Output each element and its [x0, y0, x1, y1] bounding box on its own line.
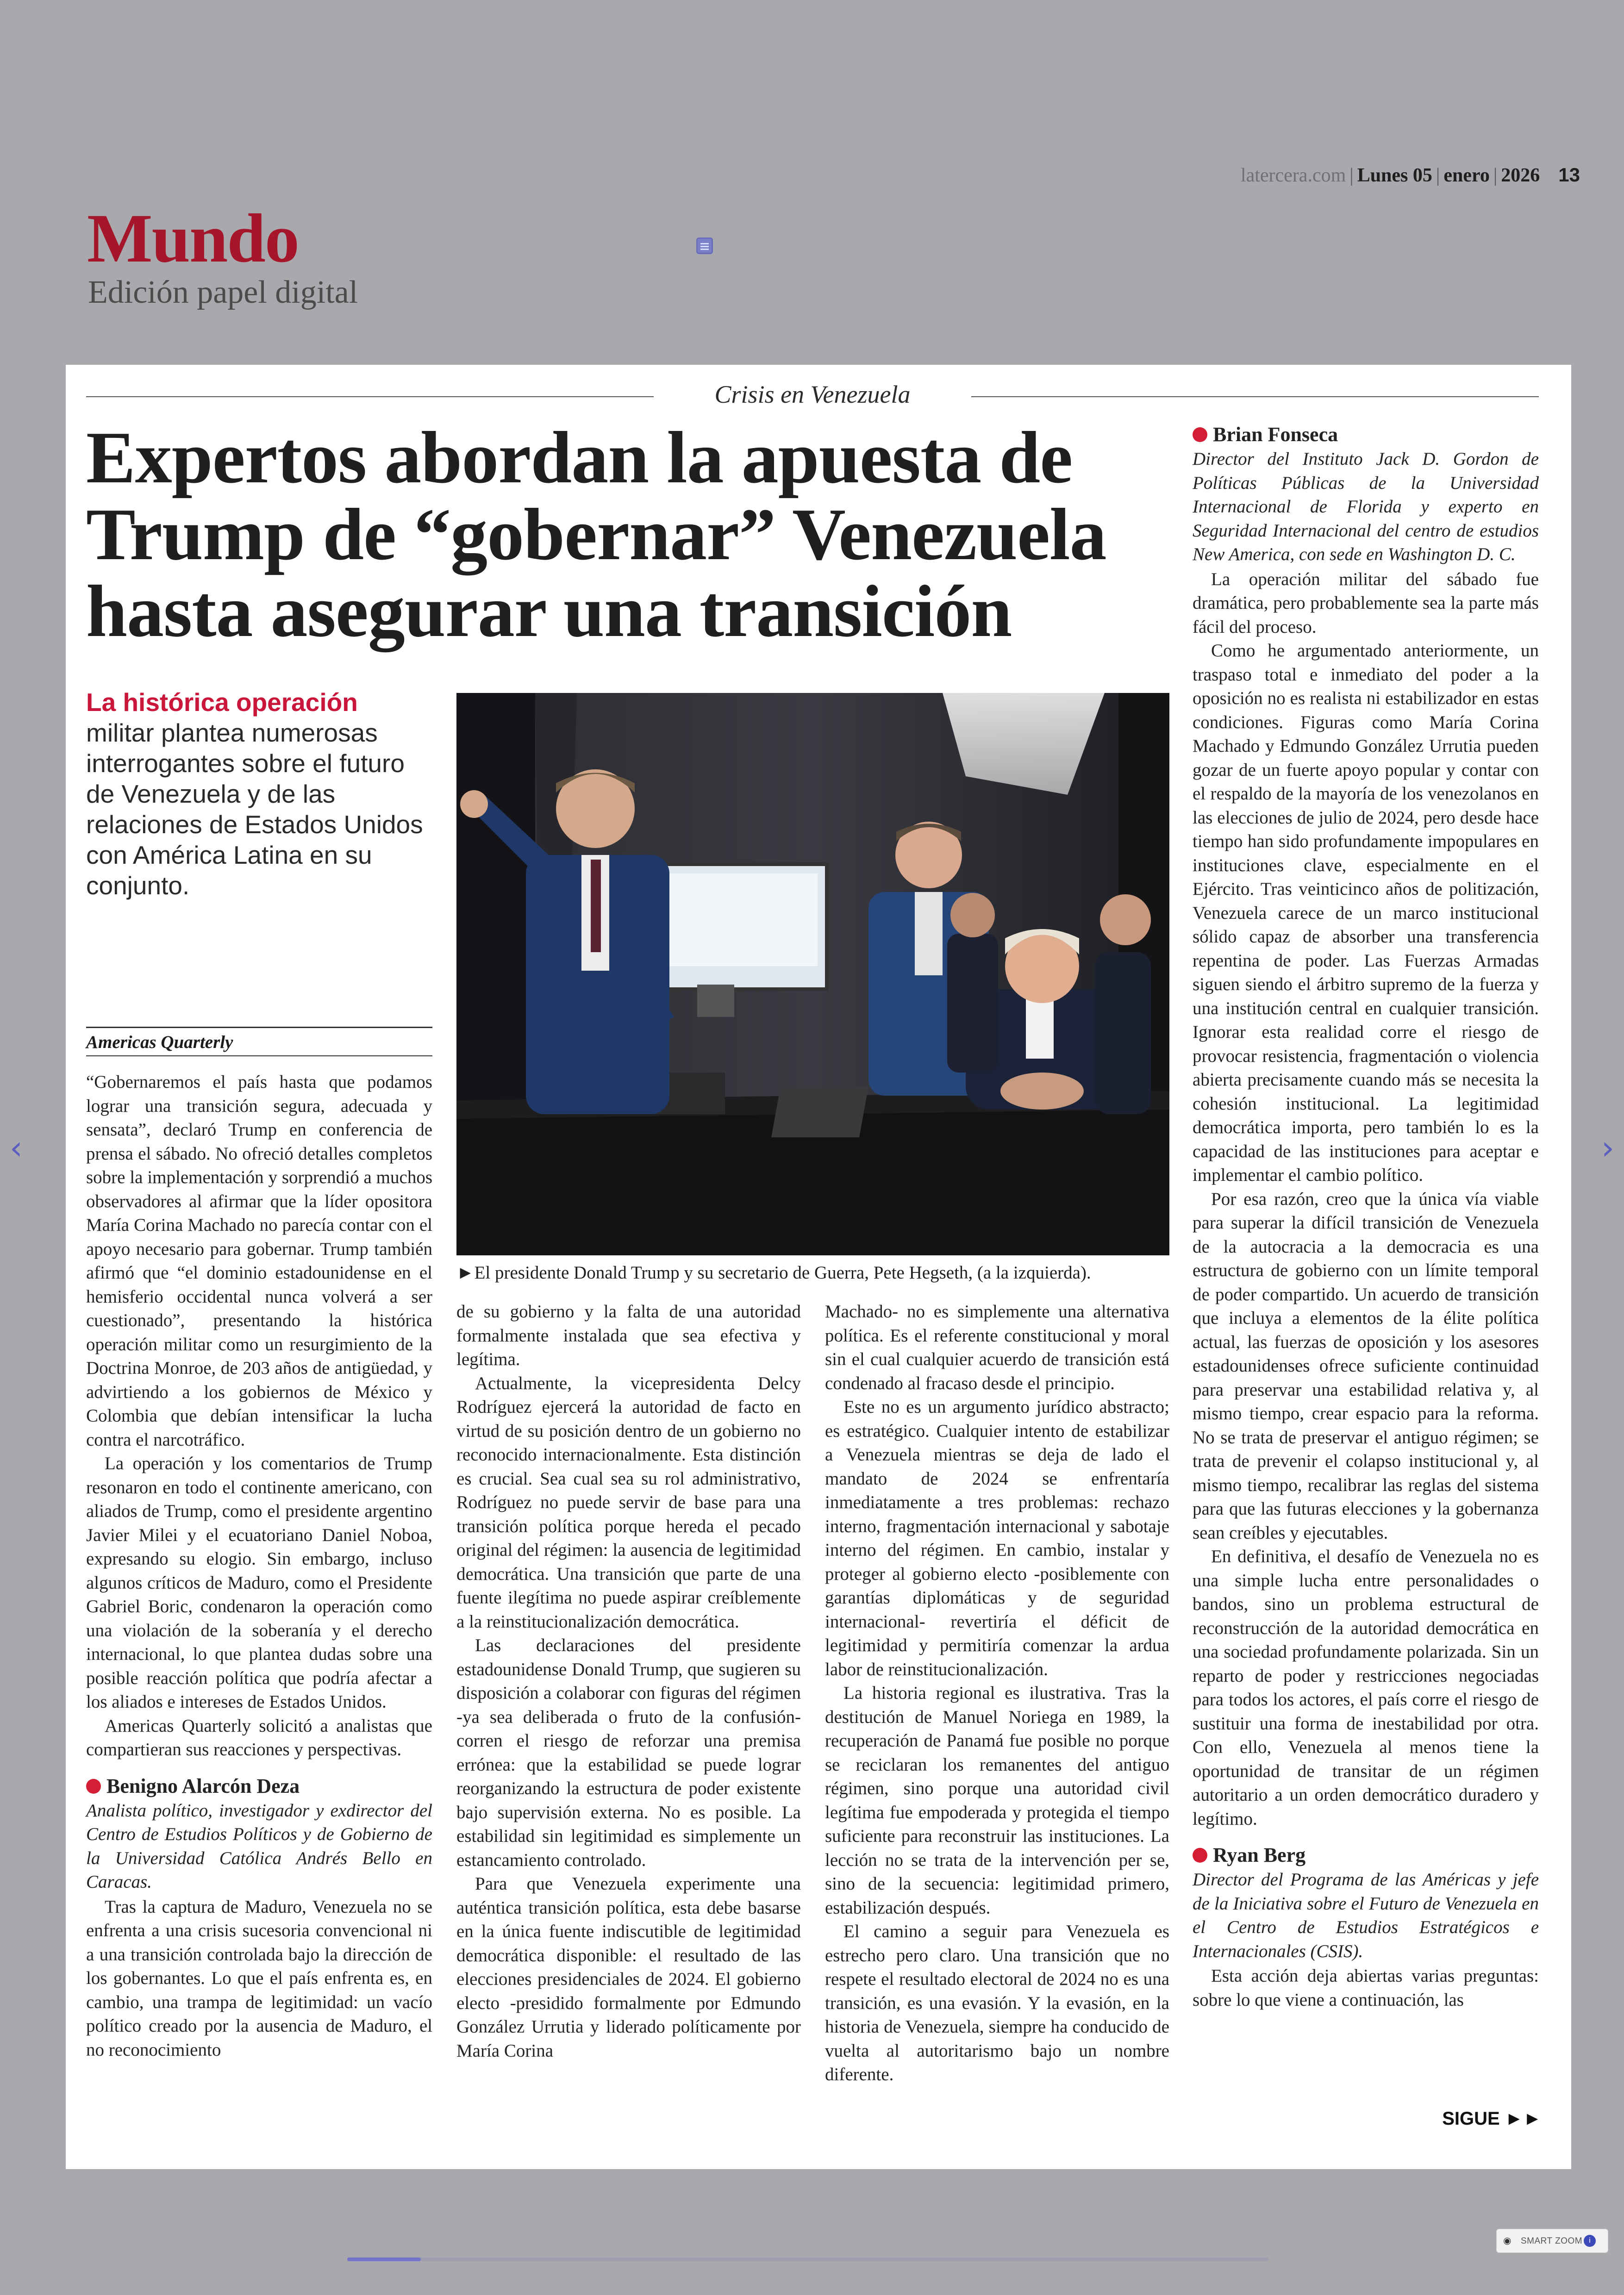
next-page-arrow-icon[interactable]: › — [1601, 1129, 1614, 1167]
date-day: Lunes 05 — [1357, 165, 1432, 186]
body-paragraph: La operación militar del sábado fue dramática, pero probablemente sea la parte más fácil del proceso. — [1193, 569, 1539, 637]
expert-bio: Director del Programa de las Américas y jefe de la Iniciativa sobre el Futuro de Venezuela en el Centro de Estudios Estratégicos e Internacionales (CSIS). — [1193, 1870, 1539, 1961]
headline-line: Trump de “gobernar” Venezuela — [86, 493, 1106, 575]
body-paragraph: Tras la captura de Maduro, Venezuela no se enfrenta a una crisis sucesoria convencional ni a una transición controlada bajo la dirección de los gobernantes. Lo que el país enfrenta es, en cambio, una trampa de legitimidad: un vacío político creado por la ausencia de Maduro, el no reconocimiento — [86, 1896, 432, 2060]
lead-paragraph — [86, 687, 438, 901]
headline — [86, 416, 1188, 652]
kicker-rule-right — [971, 396, 1539, 397]
expert-name-text: Brian Fonseca — [1213, 423, 1338, 446]
continues-label: SIGUE ►► — [1442, 2108, 1542, 2129]
kicker: Crisis en Venezuela — [714, 380, 911, 408]
bullet-dot-icon — [1193, 427, 1207, 442]
expert-name-text: Ryan Berg — [1213, 1844, 1306, 1866]
page-number: 13 — [1558, 164, 1580, 186]
expert-name-text: Benigno Alarcón Deza — [106, 1774, 300, 1797]
page-info: latercera.com | Lunes 05 | enero | 2026 13 — [1240, 164, 1580, 186]
page-progress-fill — [347, 2258, 421, 2261]
photo-caption: ►El presidente Donald Trump y su secretario de Guerra, Pete Hegseth, (a la izquierda). — [456, 1263, 1091, 1283]
body-paragraph: El camino a seguir para Venezuela es estrecho pero claro. Una transición que no respete el resultado electoral de 2024 no es una transición, es una evasión. Y la evasión, en la historia de Venezuela, siempre ha conducido de vuelta al autoritarismo bajo un nombre diferente. — [825, 1921, 1169, 2084]
note-icon[interactable] — [696, 237, 713, 254]
body-paragraph: Las declaraciones del presidente estadounidense Donald Trump, que sugieren su disposición a colaborar con figuras del régimen -ya sea deliberada o fruto de la confusión- corren el riesgo de reforzar una premisa errónea: que la estabilidad se puede lograr reorganizando la estructura de poder existente bajo supervisión externa. No es posible. La estabilidad sin legitimidad es simplemente un estancamiento controlado. — [456, 1635, 801, 1870]
section-subtitle: Edición papel digital — [88, 274, 358, 310]
site-name: latercera.com — [1240, 165, 1346, 186]
body-paragraph: La operación y los comentarios de Trump resonaron en todo el continente americano, con aliados de Trump, como el presidente argentino Javier Milei y el ecuatoriano Daniel Noboa, expresando su elogio. Sin embargo, incluso algunos críticos de Maduro, como el Presidente Gabriel Boric, condenaron la operación como una violación de la soberanía y el derecho internacional, lo que plantea dudas sobre una posible reacción política que podría afectar a los aliados e intereses de Estados Unidos. — [86, 1453, 432, 1712]
body-paragraph: Este no es un argumento jurídico abstracto; es estratégico. Cualquier intento de estabilizar a Venezuela mientras se deja de lado el mandato de 2024 se enfrentaría inmediatamente a tres problemas: rechazo interno, fragmentación internacional y sabotaje interno del régimen. En cambio, instalar y proteger al gobierno electo -posiblemente con garantías diplomáticas y de seguridad internacional- revertiría el déficit de legitimidad y permitiría comenzar la ardua labor de reinstitucionalización. — [825, 1397, 1169, 1679]
headline-line: hasta asegurar una transición — [86, 570, 1012, 652]
article-column-4 — [1193, 422, 1539, 2012]
headline-line: Expertos abordan la apuesta de — [86, 416, 1073, 499]
body-paragraph: Esta acción deja abiertas varias preguntas: sobre lo que viene a continuación, las — [1193, 1966, 1539, 2010]
photo-illustration — [456, 693, 1169, 1255]
source-rule-top — [86, 1027, 432, 1028]
article-column-1 — [86, 1070, 432, 2062]
body-paragraph: Americas Quarterly solicitó a analistas que compartieran sus reacciones y perspectivas. — [86, 1715, 432, 1759]
prev-page-arrow-icon[interactable]: ‹ — [10, 1129, 23, 1167]
expert-name — [1193, 422, 1539, 447]
expert-bio: Analista político, investigador y exdirector del Centro de Estudios Políticos y de Gobierno de la Universidad Católica Andrés Bello en Caracas. — [86, 1800, 432, 1892]
smart-zoom-button[interactable] — [1496, 2229, 1608, 2253]
lead-highlight: La histórica operación — [86, 688, 358, 717]
body-paragraph: “Gobernaremos el país hasta que podamos lograr una transición segura, adecuada y sensata”, declaró Trump en conferencia de prensa el sábado. No ofreció detalles completos sobre la implementación y sorprendió a muchos observadores al afirmar que la líder opositora María Corina Machado no parecía contar con el apoyo necesario para gobernar. Trump también afirmó que “el dominio estadounidense en el hemisferio occidental nunca volverá a ser cuestionado”, presentando la histórica operación militar como un resurgimiento de la Doctrina Monroe, de 203 años de antigüedad, y advirtiendo a los gobiernos de México y Colombia que debían intensificar la lucha contra el narcotráfico. — [86, 1072, 432, 1450]
expert-bio: Director del Instituto Jack D. Gordon de Políticas Públicas de la Universidad Internacional de Florida y experto en Seguridad Internacional del centro de estudios New America, con sede en Washington D. C. — [1193, 449, 1539, 564]
article-column-2 — [456, 1300, 801, 2063]
source-label: Americas Quarterly — [86, 1032, 233, 1052]
body-paragraph: La historia regional es ilustrativa. Tras la destitución de Manuel Noriega en 1989, la recuperación de Panamá fue posible no porque se reciclaran los remanentes del antiguo régimen, sino porque una autoridad civil legítima fue empoderada y protegida el tiempo suficiente para reconstruir las instituciones. La lección no se trata de la intervención per se, sino de la secuencia: legitimidad primero, estabilización después. — [825, 1683, 1169, 1918]
page-progress-bar[interactable] — [347, 2258, 1268, 2261]
body-paragraph: Como he argumentado anteriormente, un traspaso total e inmediato del poder a la oposición no es realista ni estabilizador en estas condiciones. Figuras como María Corina Machado y Edmundo González Urrutia pueden gozar de un fuerte apoyo popular y contar con el respaldo de la mayoría de los venezolanos en las elecciones de julio de 2024, pero desde hace tiempo han sido profundamente impopulares en instituciones clave, especialmente en el Ejército. Tras veinticinco años de politización, Venezuela carece de un marco institucional sólido capaz de absorber una transferencia repentina de poder. Las Fuerzas Armadas siguen siendo el árbitro supremo de la fuerza y una institución central en cualquier transición. Ignorar esta realidad corre el riesgo de provocar resistencia, fragmentación o violencia abierta precisamente cuando más se necesita la cohesión institucional. La legitimidad democrática importa, pero también lo es la capacidad de las instituciones para aceptar e implementar el cambio político. — [1193, 641, 1539, 1185]
article-photo — [456, 693, 1169, 1255]
smart-zoom-label: SMART ZOOM — [1521, 2236, 1583, 2246]
section-title: Mundo — [87, 200, 299, 277]
bullet-dot-icon — [1193, 1848, 1207, 1863]
body-paragraph: Para que Venezuela experimente una auténtica transición política, esta debe basarse en la única fuente indiscutible de legitimidad democrática disponible: el resultado de las elecciones presidenciales de 2024. El gobierno electo -presidido formalmente por Edmundo González Urrutia y liderado políticamente por María Corina — [456, 1874, 801, 2061]
body-paragraph: de su gobierno y la falta de una autoridad formalmente instalada que sea efectiva y legítima. — [456, 1302, 801, 1369]
expert-name — [1193, 1843, 1539, 1868]
source-rule-bottom — [86, 1055, 432, 1056]
body-paragraph: Machado- no es simplemente una alternativa política. Es el referente constitucional y moral sin el cual cualquier acuerdo de transición está condenado al fracaso desde el principio. — [825, 1302, 1169, 1393]
date-year: 2026 — [1501, 165, 1540, 186]
article-column-3 — [825, 1300, 1169, 2087]
date-month: enero — [1443, 165, 1490, 186]
body-paragraph: Por esa razón, creo que la única vía viable para superar la difícil transición de Venezuela de la autocracia a la democracia es una estructura de gobierno con un límite temporal de poder compartido. Un acuerdo de transición que incluya a elementos de la élite política actual, las fuerzas de oposición y los asesores estadounidenses ofrece suficiente continuidad para preservar una estabilidad relativa y, al mismo tiempo, crear espacio para la reforma. No se trata de preservar el antiguo régimen; se trata de prevenir el colapso institucional y, al mismo tiempo, recalibrar las reglas del sistema para que las futuras elecciones y la gobernanza sean creíbles y ejecutables. — [1193, 1189, 1539, 1543]
bullet-dot-icon — [86, 1779, 101, 1794]
eye-icon: ◉ — [1503, 2235, 1512, 2246]
info-badge-icon: i — [1584, 2235, 1596, 2247]
kicker-rule-left — [86, 396, 654, 397]
body-paragraph: En definitiva, el desafío de Venezuela no es una simple lucha entre personalidades o bandos, sino un problema estructural de reconstrucción de la autoridad democrática en una sociedad profundamente polarizada. Sin un reparto de poder y restricciones negociadas para todos los actores, el país corre el riesgo de sustituir una forma de inestabilidad por otra. Con ello, Venezuela al menos tiene la oportunidad de transitar de un régimen autoritario a un orden democrático duradero y legítimo. — [1193, 1547, 1539, 1829]
body-paragraph: Actualmente, la vicepresidenta Delcy Rodríguez ejercerá la autoridad de facto en virtud de su posición dentro de un gobierno no reconocido internacionalmente. Esta distinción es crucial. Sea cual sea su rol administrativo, Rodríguez no puede servir de base para una transición política porque hereda el pecado original del régimen: la ausencia de legitimidad democrática. Una transición que parte de una fuente ilegítima no puede aspirar creíblemente a la reinstitucionalización democrática. — [456, 1373, 801, 1632]
expert-name — [86, 1774, 432, 1799]
lead-text: militar plantea numerosas interrogantes sobre el futuro de Venezuela y de las relaciones de Estados Unidos con América Latina en su conjunto. — [86, 718, 423, 900]
